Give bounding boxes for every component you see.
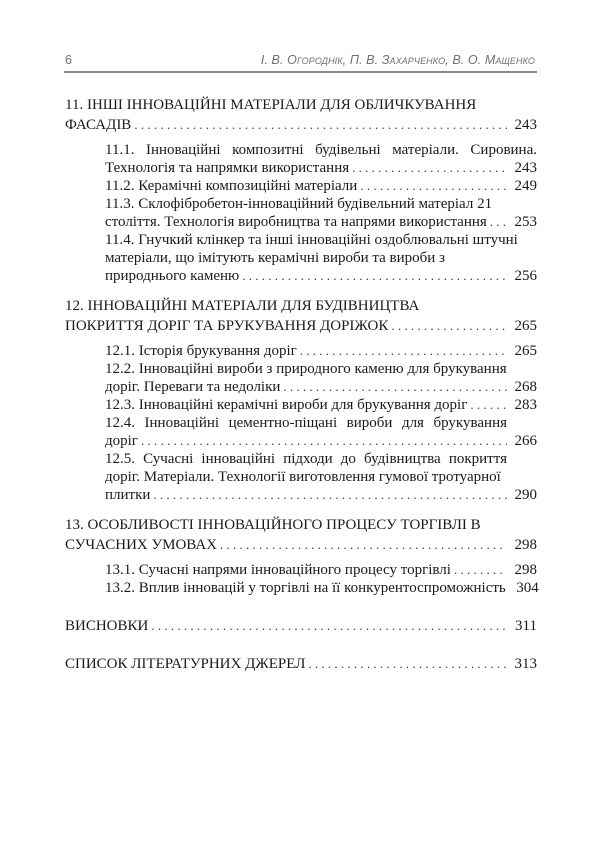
leader-dots [490, 213, 507, 231]
leader-dots [300, 342, 507, 360]
authors: І. В. Огороднік, П. В. Захарченко, В. О. Мащенко [260, 53, 535, 67]
page-ref: 283 [514, 397, 537, 413]
section-list [105, 141, 537, 285]
page-ref: 298 [514, 537, 537, 553]
leader-dots [360, 177, 507, 195]
page-ref: 311 [515, 618, 537, 634]
page-ref: 268 [514, 379, 537, 395]
chapter-title-line: 12. ІННОВАЦІЙНІ МАТЕРІАЛИ ДЛЯ БУДІВНИЦТВА [65, 298, 420, 314]
chapter-title-line: 11. ІНШІ ІННОВАЦІЙНІ МАТЕРІАЛИ ДЛЯ ОБЛИЧКУВАННЯ [65, 97, 477, 113]
entry-text: доріг [105, 433, 138, 449]
section-list [105, 561, 537, 597]
entry-text: 13.1. Сучасні напрями інноваційного процесу торгівлі [105, 562, 451, 578]
leader-dots [283, 378, 507, 396]
leader-dots [153, 486, 507, 504]
leader-dots [391, 316, 507, 335]
entry-text: 11.1. Інноваційні композитні будівельні матеріали. Сировина. [105, 142, 537, 158]
toc-entry-12-2[interactable] [105, 360, 537, 396]
chapter-title-line: ФАСАДІВ [65, 117, 132, 133]
leader-dots [470, 396, 507, 414]
page-number: 6 [65, 53, 72, 67]
page-ref: 304 [516, 580, 539, 596]
table-of-contents [65, 96, 537, 693]
entry-text: матеріали, що імітують керамічні вироби та вироби з [105, 250, 445, 266]
chapter-title[interactable] [65, 516, 537, 555]
page-ref: 265 [514, 318, 537, 334]
page-ref: 290 [514, 487, 537, 503]
entry-text: 12.2. Інноваційні вироби з природного каменю для брукування [105, 361, 507, 377]
page-ref: 266 [514, 433, 537, 449]
entry-text: 12.5. Сучасні інноваційні підходи до будівництва покриття [105, 451, 507, 467]
section-list [105, 342, 537, 504]
running-header [64, 51, 537, 73]
entry-text: 12.3. Інноваційні керамічні вироби для брукування доріг [105, 397, 468, 413]
chapter-title-line: 13. ОСОБЛИВОСТІ ІННОВАЦІЙНОГО ПРОЦЕСУ ТОРГІВЛІ В [65, 517, 481, 533]
toc-entry-11-4[interactable] [105, 231, 537, 285]
toc-entry-12-5[interactable] [105, 450, 537, 504]
leader-dots [141, 432, 507, 450]
entry-text: ВИСНОВКИ [65, 618, 149, 634]
toc-entry-13-2[interactable] [105, 579, 537, 597]
chapter-title[interactable] [65, 96, 537, 135]
toc-chapter-12 [65, 297, 537, 504]
chapter-title-line: ПОКРИТТЯ ДОРІГ ТА БРУКУВАННЯ ДОРІЖОК [65, 318, 389, 334]
chapter-title[interactable] [65, 297, 537, 336]
page-ref: 249 [514, 178, 537, 194]
toc-entry-11-1[interactable] [105, 141, 537, 177]
toc-references[interactable] [65, 655, 537, 673]
toc-entry-12-3[interactable] [105, 396, 537, 414]
entry-text: природнього каменю [105, 268, 240, 284]
leader-dots [454, 561, 507, 579]
entry-text: 13.2. Вплив інновацій у торгівлі на її конкурентоспроможність [105, 580, 506, 596]
entry-text: плитки [105, 487, 151, 503]
page-ref: 256 [514, 268, 537, 284]
entry-text: століття. Технологія виробництва та напрями використання [105, 214, 487, 230]
toc-entry-12-1[interactable] [105, 342, 537, 360]
entry-text: 11.4. Гнучкий клінкер та інші інноваційні оздоблювальні штучні [105, 232, 518, 248]
leader-dots [242, 267, 507, 285]
entry-text: Технологія та напрямки використання [105, 160, 350, 176]
leader-dots [352, 159, 507, 177]
entry-text: 11.3. Склофібробетон-інноваційний будівельний матеріал 21 [105, 196, 493, 212]
page-ref: 243 [514, 117, 537, 133]
page-ref: 313 [514, 656, 537, 672]
leader-dots [134, 115, 507, 134]
toc-conclusions[interactable] [65, 617, 537, 635]
page-ref: 265 [514, 343, 537, 359]
entry-text: СПИСОК ЛІТЕРАТУРНИХ ДЖЕРЕЛ [65, 656, 306, 672]
entry-text: доріг. Переваги та недоліки [105, 379, 281, 395]
leader-dots [151, 617, 507, 635]
entry-text: 12.1. Історія брукування доріг [105, 343, 297, 359]
toc-chapter-11 [65, 96, 537, 285]
toc-entry-13-1[interactable] [105, 561, 537, 579]
page-ref: 243 [514, 160, 537, 176]
entry-text: 11.2. Керамічні композиційні матеріали [105, 178, 358, 194]
page-ref: 253 [514, 214, 537, 230]
toc-entry-11-2[interactable] [105, 177, 537, 195]
entry-text: 12.4. Інноваційні цементно-піщані вироби для брукування [105, 415, 507, 431]
leader-dots [220, 535, 507, 554]
chapter-title-line: СУЧАСНИХ УМОВАХ [65, 537, 218, 553]
entry-text: доріг. Матеріали. Технології виготовлення гумової тротуарної [105, 469, 501, 485]
toc-chapter-13 [65, 516, 537, 597]
toc-entry-12-4[interactable] [105, 414, 537, 450]
leader-dots [308, 655, 507, 673]
toc-entry-11-3[interactable] [105, 195, 537, 231]
page-ref: 298 [514, 562, 537, 578]
